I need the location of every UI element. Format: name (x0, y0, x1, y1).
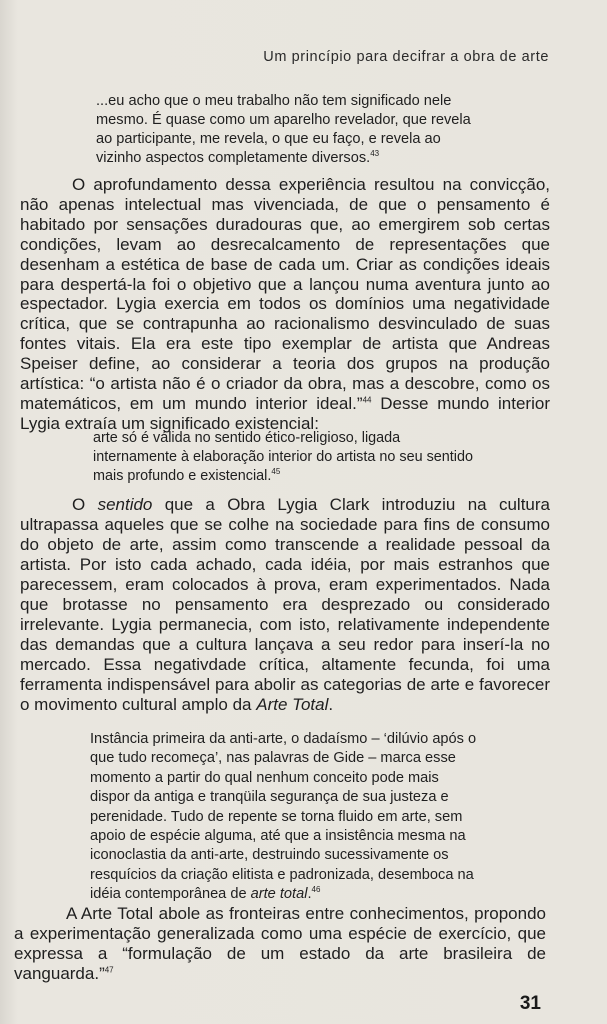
footnote-marker: 43 (370, 149, 380, 159)
paragraph-lead: O (72, 495, 98, 514)
block-quote-1 (96, 92, 486, 168)
paragraph-text: A Arte Total abole as fronteiras entre conhecimentos, propondo a experimentação generalizada como uma espécie de exercício, que expressa a “formulação de um estado da arte brasileira de vanguarda.” (14, 904, 546, 983)
quote-text: arte só é válida no sentido ético-religioso, ligada internamente à elaboração interior do artista no seu sentido mais profundo e existencial. (93, 430, 473, 484)
running-title: Um princípio para decifrar a obra de arte (263, 49, 549, 65)
emphasis-arte-total: Arte Total (256, 695, 329, 714)
emphasis-sentido: sentido (97, 495, 153, 514)
quote-text: Instância primeira da anti-arte, o dadaísmo – ‘dilúvio após o que tudo recomeça’, nas palavras de Gide – marca esse momento a partir do qual nenhum conceito pode mais dispor da antiga e tranqüila segurança de sua justeza e perenidade. Tudo de repente se torna fluido em arte, sem apoio de espécie alguma, até que a insistência mesma na iconoclastia da anti-arte, destruindo sucessivamente os resquícios da criação elitista e padronizada, desemboca na idéia contemporânea de (90, 731, 477, 903)
quote-end: . (307, 886, 312, 903)
block-quote-2 (93, 429, 483, 486)
paragraph-tail: Desse mundo interior Lygia extraía um significado existencial: (20, 393, 550, 433)
body-paragraph-2 (20, 495, 550, 715)
body-paragraph-1 (20, 175, 550, 434)
body-paragraph-3 (14, 904, 546, 984)
footnote-marker: 44 (362, 395, 372, 405)
paragraph-end: . (328, 695, 334, 714)
footnote-marker: 47 (104, 965, 114, 975)
block-quote-3 (90, 730, 482, 905)
footnote-marker: 46 (311, 885, 321, 895)
emphasis-arte-total: arte total (250, 886, 308, 903)
quote-text: ...eu acho que o meu trabalho não tem significado nele mesmo. É quase como um aparelho revelador, que revela ao participante, me revela, o que eu faço, e revela ao vizinho aspectos completamente diversos. (96, 93, 471, 166)
footnote-marker: 45 (271, 467, 281, 477)
page-number: 31 (519, 993, 541, 1014)
paragraph-text: O aprofundamento dessa experiência resultou na convicção, não apenas intelectual mas vivenciada, de que o pensamento é habitado por sensações duradouras que, ao emergirem sob certas condições, levam ao desrecalcamento de representações que desenham a estética de base de cada um. Criar as condições ideais para despertá-la foi o objetivo que a lançou numa aventura junto ao espectador. Lygia exercia em todos os domínios uma negatividade crítica, que se contrapunha ao racionalismo desvinculado de suas fontes vitais. Ela era este tipo exemplar de artista que Andreas Speiser define, ao considerar a teoria dos grupos na produção artística: “o artista não é o criador da obra, mas a descobre, como os matemáticos, em um mundo interior ideal.” (20, 175, 550, 413)
paragraph-text: que a Obra Lygia Clark introduziu na cultura ultrapassa aqueles que se colhe na sociedade para fins de consumo do objeto de arte, assim como transcende a realidade pessoal da artista. Por isto cada achado, cada idéia, por mais estranhos que parecessem, eram colocados à prova, eram experimentados. Nada que brotasse no pensamento era desprezado ou considerado irrelevante. Lygia permanecia, com isto, relativamente independente das demandas que a cultura lançava a seu redor para inserí-la no mercado. Essa negativdade crítica, altamente fecunda, foi uma ferramenta indispensável para abolir as categorias de arte e favorecer o movimento cultural amplo da (20, 495, 550, 714)
